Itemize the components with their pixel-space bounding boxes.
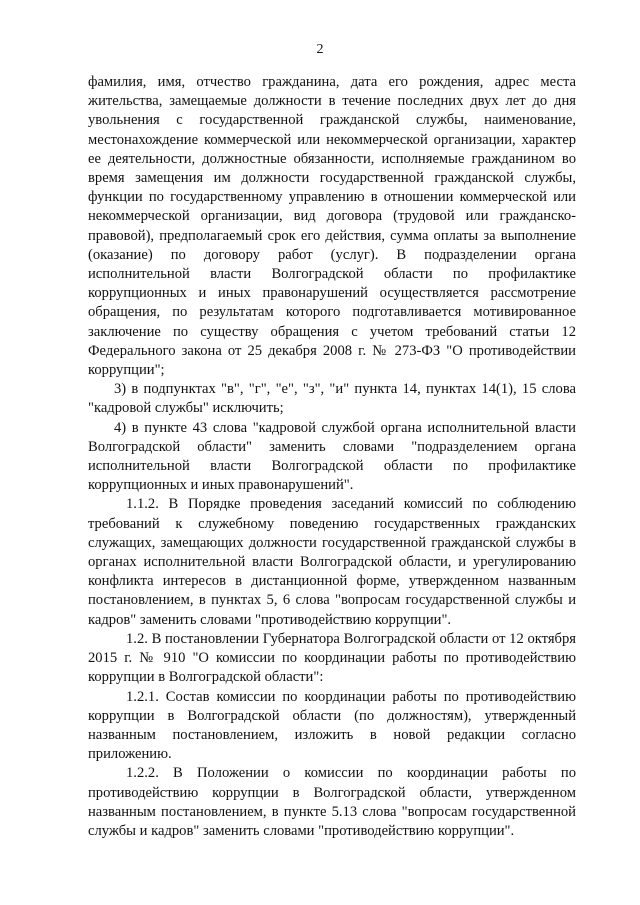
- paragraph-item-4: 4) в пункте 43 слова "кадровой службой органа исполнительной власти Волгоградской области" заменить словами "подразделением органа исполнительной власти Волгоградской области по профилактике коррупционных и иных правонарушений".: [88, 419, 576, 494]
- page-number: 2: [316, 42, 324, 57]
- paragraph-1-2: 1.2. В постановлении Губернатора Волгоградской области от 12 октября 2015 г. № 910 "О комиссии по координации работы по противодействию коррупции в Волгоградской области":: [88, 630, 576, 686]
- document-body: [88, 73, 576, 841]
- paragraph-1-1-2: 1.1.2. В Порядке проведения заседаний комиссий по соблюдению требований к служебному поведению государственных гражданских служащих, замещающих должности государственной гражданской службы в органах исполнительной власти Волгоградской области, и урегулированию конфликта интересов в дистанционной форме, утвержденном названным постановлением, в пунктах 5, 6 слова "вопросам государственной службы и кадров" заменить словами "противодействию коррупции".: [88, 496, 576, 628]
- paragraph-item-3: 3) в подпунктах "в", "г", "е", "з", "и" пункта 14, пунктах 14(1), 15 слова "кадровой службы" исключить;: [88, 381, 576, 417]
- paragraph-1-2-2: 1.2.2. В Положении о комиссии по координации работы по противодействию коррупции в Волгоградской области, утвержденном названным постановлением, в пункте 5.13 слова "вопросам государственной службы и кадров" заменить словами "противодействию коррупции".: [88, 765, 576, 839]
- paragraph-continuation: фамилия, имя, отчество гражданина, дата его рождения, адрес места жительства, замещаемые должности в течение последних двух лет до дня увольнения с государственной гражданской службы, наименование, местонахождение коммерческой или некоммерческой организации, характер ее деятельности, должностные обязанности, исполняемые гражданином во время замещения им должности государственной гражданской службы, функции по государственному управлению в отношении коммерческой или некоммерческой организации, вид договора (трудовой или гражданско-правовой), предполагаемый срок его действия, сумма оплаты за выполнение (оказание) по договору работ (услуг). В подразделении органа исполнительной власти Волгоградской области по профилактике коррупционных и иных правонарушений осуществляется рассмотрение обращения, по результатам которого подготавливается мотивированное заключение по существу обращения с учетом требований статьи 12 Федерального закона от 25 декабря 2008 г. № 273-ФЗ "О противодействии коррупции";: [88, 74, 576, 379]
- paragraph-1-2-1: 1.2.1. Состав комиссии по координации работы по противодействию коррупции в Волгоградской области (по должностям), утвержденный названным постановлением, изложить в новой редакции согласно приложению.: [88, 688, 576, 763]
